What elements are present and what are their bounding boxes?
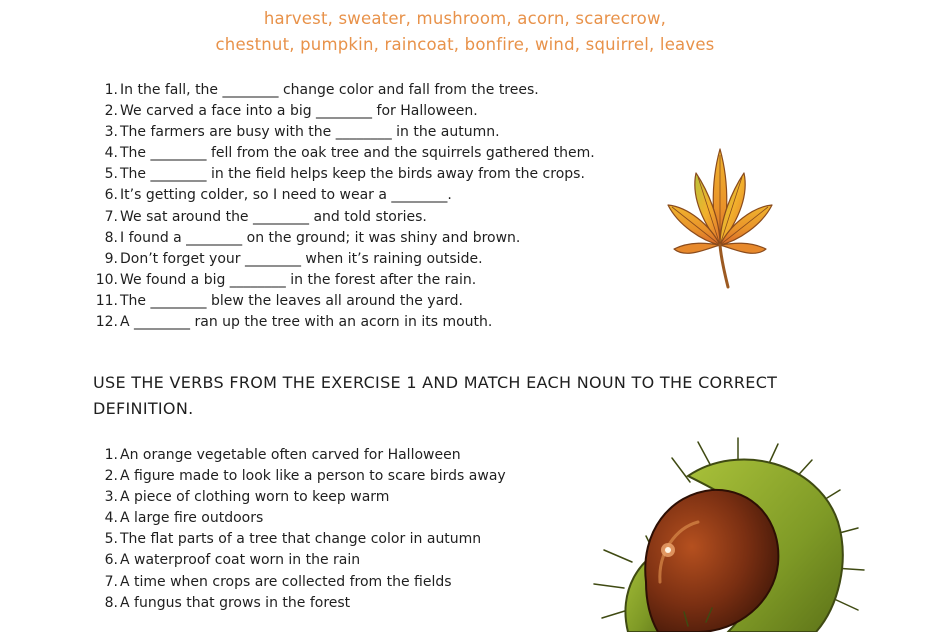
list-item	[92, 164, 595, 185]
item-number: 1.	[104, 447, 118, 463]
item-text: In the fall, the ________ change color and fall from the trees.	[120, 82, 539, 98]
item-number: 4.	[104, 510, 118, 527]
item-text: We found a big ________ in the forest after the rain.	[120, 271, 477, 288]
item-text: A time when crops are collected from the fields	[120, 573, 452, 590]
item-text: The farmers are busy with the ________ in the autumn.	[120, 124, 500, 141]
item-text: A fungus that grows in the forest	[120, 594, 351, 611]
list-item	[92, 466, 506, 487]
list-item	[92, 593, 506, 614]
list-item	[92, 270, 595, 291]
item-number: 4.	[104, 145, 118, 162]
item-text: It’s getting colder, so I need to wear a ________.	[120, 187, 452, 204]
list-item	[92, 572, 506, 593]
chestnut-leaf-icon	[664, 145, 776, 290]
item-text: The flat parts of a tree that change color in autumn	[120, 531, 482, 548]
item-number: 9.	[104, 250, 118, 267]
item-number: 3.	[104, 124, 118, 141]
item-number: 2.	[104, 468, 118, 485]
word-bank	[0, 6, 930, 58]
item-text: We sat around the ________ and told stories.	[120, 208, 427, 225]
item-text: A waterproof coat worn in the rain	[120, 552, 361, 569]
item-number: 6.	[104, 187, 118, 204]
list-item	[92, 445, 506, 466]
item-number: 6.	[104, 552, 118, 569]
item-text: A large fire outdoors	[120, 510, 264, 527]
list-item	[92, 487, 506, 508]
exercise-2-heading	[93, 370, 833, 422]
item-number: 8.	[104, 594, 118, 611]
list-item	[92, 80, 595, 101]
item-text: Don’t forget your ________ when it’s raining outside.	[120, 250, 483, 267]
item-number: 10.	[95, 271, 118, 288]
list-item	[92, 529, 506, 550]
item-number: 8.	[104, 229, 118, 246]
item-number: 7.	[104, 208, 118, 225]
list-item	[92, 207, 595, 228]
chestnut-in-husk-icon	[588, 432, 888, 632]
list-item	[92, 312, 595, 333]
item-text: An orange vegetable often carved for Halloween	[120, 447, 461, 463]
item-number: 7.	[104, 573, 118, 590]
list-item	[92, 101, 595, 122]
heading-line-1: USE THE VERBS FROM THE EXERCISE 1 AND MATCH EACH NOUN TO THE CORRECT	[93, 373, 778, 392]
exercise-2-list	[92, 445, 506, 614]
item-number: 2.	[104, 103, 118, 120]
list-item	[92, 143, 595, 164]
list-item	[92, 508, 506, 529]
item-text: I found a ________ on the ground; it was shiny and brown.	[120, 229, 521, 246]
word-bank-line-2: chestnut, pumpkin, raincoat, bonfire, wind, squirrel, leaves	[215, 35, 715, 54]
list-item	[92, 228, 595, 249]
item-text: The ________ blew the leaves all around the yard.	[120, 292, 463, 309]
list-item	[92, 249, 595, 270]
list-item	[92, 122, 595, 143]
item-text: A ________ ran up the tree with an acorn in its mouth.	[120, 314, 493, 331]
item-text: The ________ fell from the oak tree and the squirrels gathered them.	[120, 145, 595, 162]
list-item	[92, 291, 595, 312]
exercise-1-list	[92, 80, 595, 333]
list-item	[92, 185, 595, 206]
item-text: A piece of clothing worn to keep warm	[120, 489, 390, 506]
item-number: 1.	[104, 82, 118, 98]
item-text: We carved a face into a big ________ for Halloween.	[120, 103, 478, 120]
item-number: 12.	[95, 314, 118, 331]
item-text: The ________ in the field helps keep the birds away from the crops.	[120, 166, 585, 183]
item-text: A figure made to look like a person to scare birds away	[120, 468, 506, 485]
item-number: 11.	[95, 292, 118, 309]
item-number: 3.	[104, 489, 118, 506]
item-number: 5.	[104, 531, 118, 548]
item-number: 5.	[104, 166, 118, 183]
word-bank-line-1: harvest, sweater, mushroom, acorn, scarecrow,	[263, 9, 667, 28]
heading-line-2: DEFINITION.	[93, 399, 194, 418]
list-item	[92, 550, 506, 571]
